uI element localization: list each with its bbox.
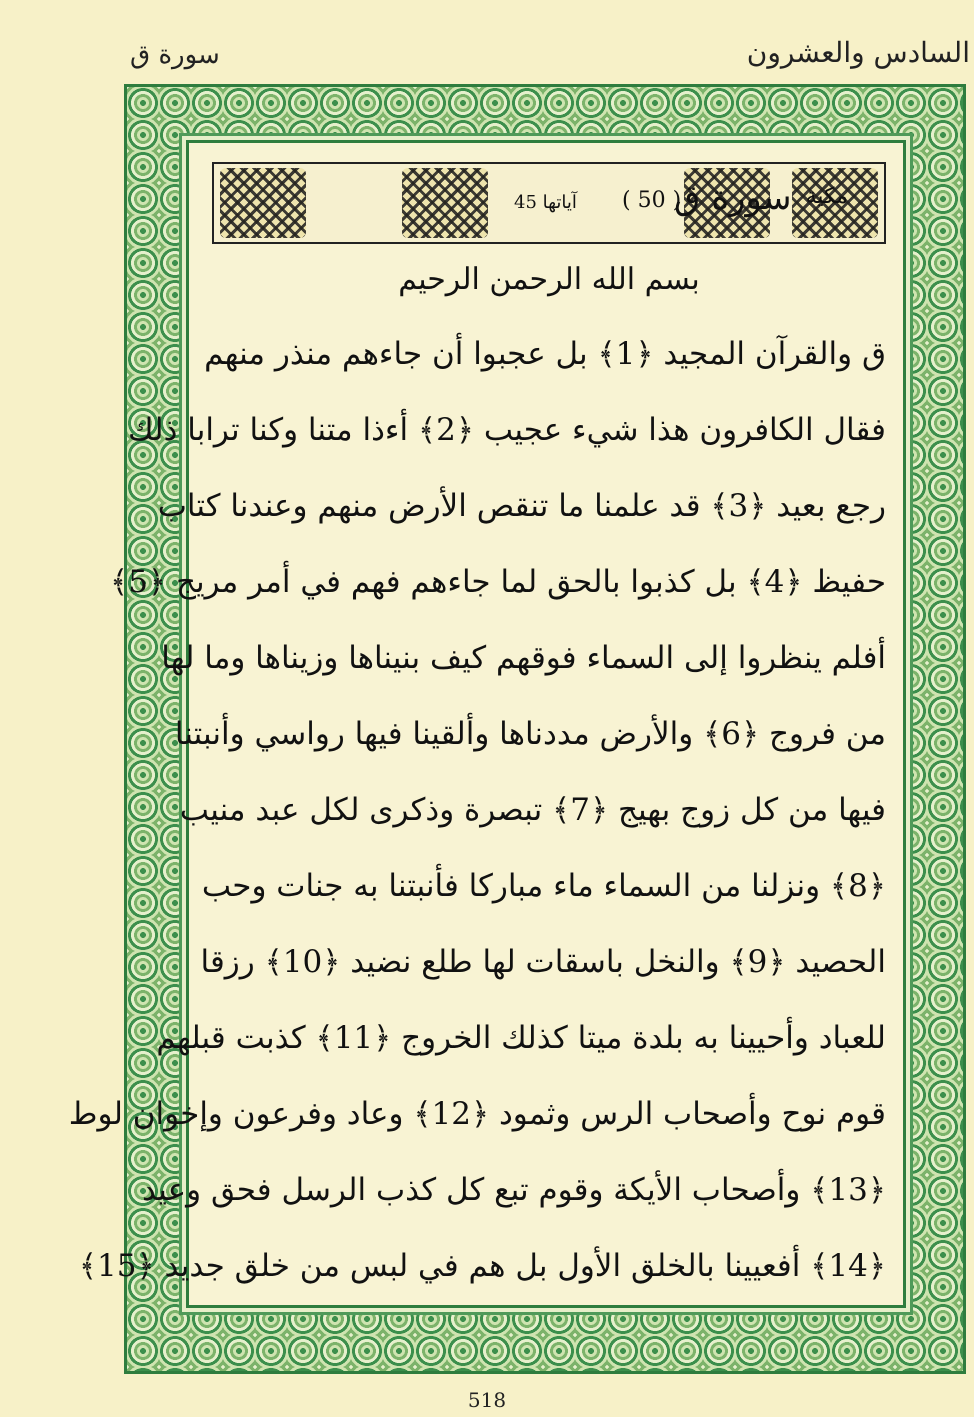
verse-line: ﴿13﴾ وأصحاب الأيكة وقوم تبع كل كذب الرسل فحق وعيد — [142, 1172, 886, 1208]
verse-line: حفيظ ﴿4﴾ بل كذبوا بالحق لما جاءهم فهم في أمر مريج ﴿5﴾ — [110, 564, 886, 600]
surah-header-title: سورة ق — [130, 40, 220, 70]
page-header — [0, 0, 974, 84]
verse-line: من فروج ﴿6﴾ والأرض مددناها وألقينا فيها رواسي وأنبتنا — [174, 716, 886, 752]
surah-name: سورة ق — [674, 178, 792, 218]
basmala: بسم الله الرحمن الرحيم — [398, 262, 700, 297]
center-left-ornament-icon — [402, 168, 488, 238]
verse-line: ﴿14﴾ أفعيينا بالخلق الأول بل هم في لبس من خلق جديد ﴿15﴾ — [78, 1248, 886, 1284]
verse-line: ق والقرآن المجيد ﴿1﴾ بل عجبوا أن جاءهم منذر منهم — [204, 336, 886, 372]
revelation-place: مكية — [805, 184, 848, 209]
verse-line: قوم نوح وأصحاب الرس وثمود ﴿12﴾ وعاد وفرعون وإخوان لوط — [68, 1096, 886, 1132]
verse-count: آياتها 45 — [514, 192, 577, 213]
verse-line: فيها من كل زوج بهيج ﴿7﴾ تبصرة وذكرى لكل عبد منيب — [179, 792, 886, 828]
verse-line: الحصيد ﴿9﴾ والنخل باسقات لها طلع نضيد ﴿10﴾ رزقا — [200, 944, 886, 980]
verse-line: ﴿8﴾ ونزلنا من السماء ماء مباركا فأنبتنا به جنات وحب — [201, 868, 886, 904]
verse-line: أفلم ينظروا إلى السماء فوقهم كيف بنيناها وزيناها وما لها — [161, 640, 886, 676]
left-ornament-icon — [220, 168, 306, 238]
juz-title: السادس والعشرون — [746, 36, 970, 69]
verse-line: فقال الكافرون هذا شيء عجيب ﴿2﴾ أءذا متنا وكنا ترابا ذلك — [128, 412, 886, 448]
verse-line: للعباد وأحيينا به بلدة ميتا كذلك الخروج ﴿11﴾ كذبت قبلهم — [156, 1020, 886, 1056]
surah-number: ( 50 ) — [622, 188, 682, 213]
surah-title-box — [212, 162, 886, 244]
verse-line: رجع بعيد ﴿3﴾ قد علمنا ما تنقص الأرض منهم وعندنا كتاب — [157, 488, 886, 524]
page-number: 518 — [467, 1388, 507, 1412]
